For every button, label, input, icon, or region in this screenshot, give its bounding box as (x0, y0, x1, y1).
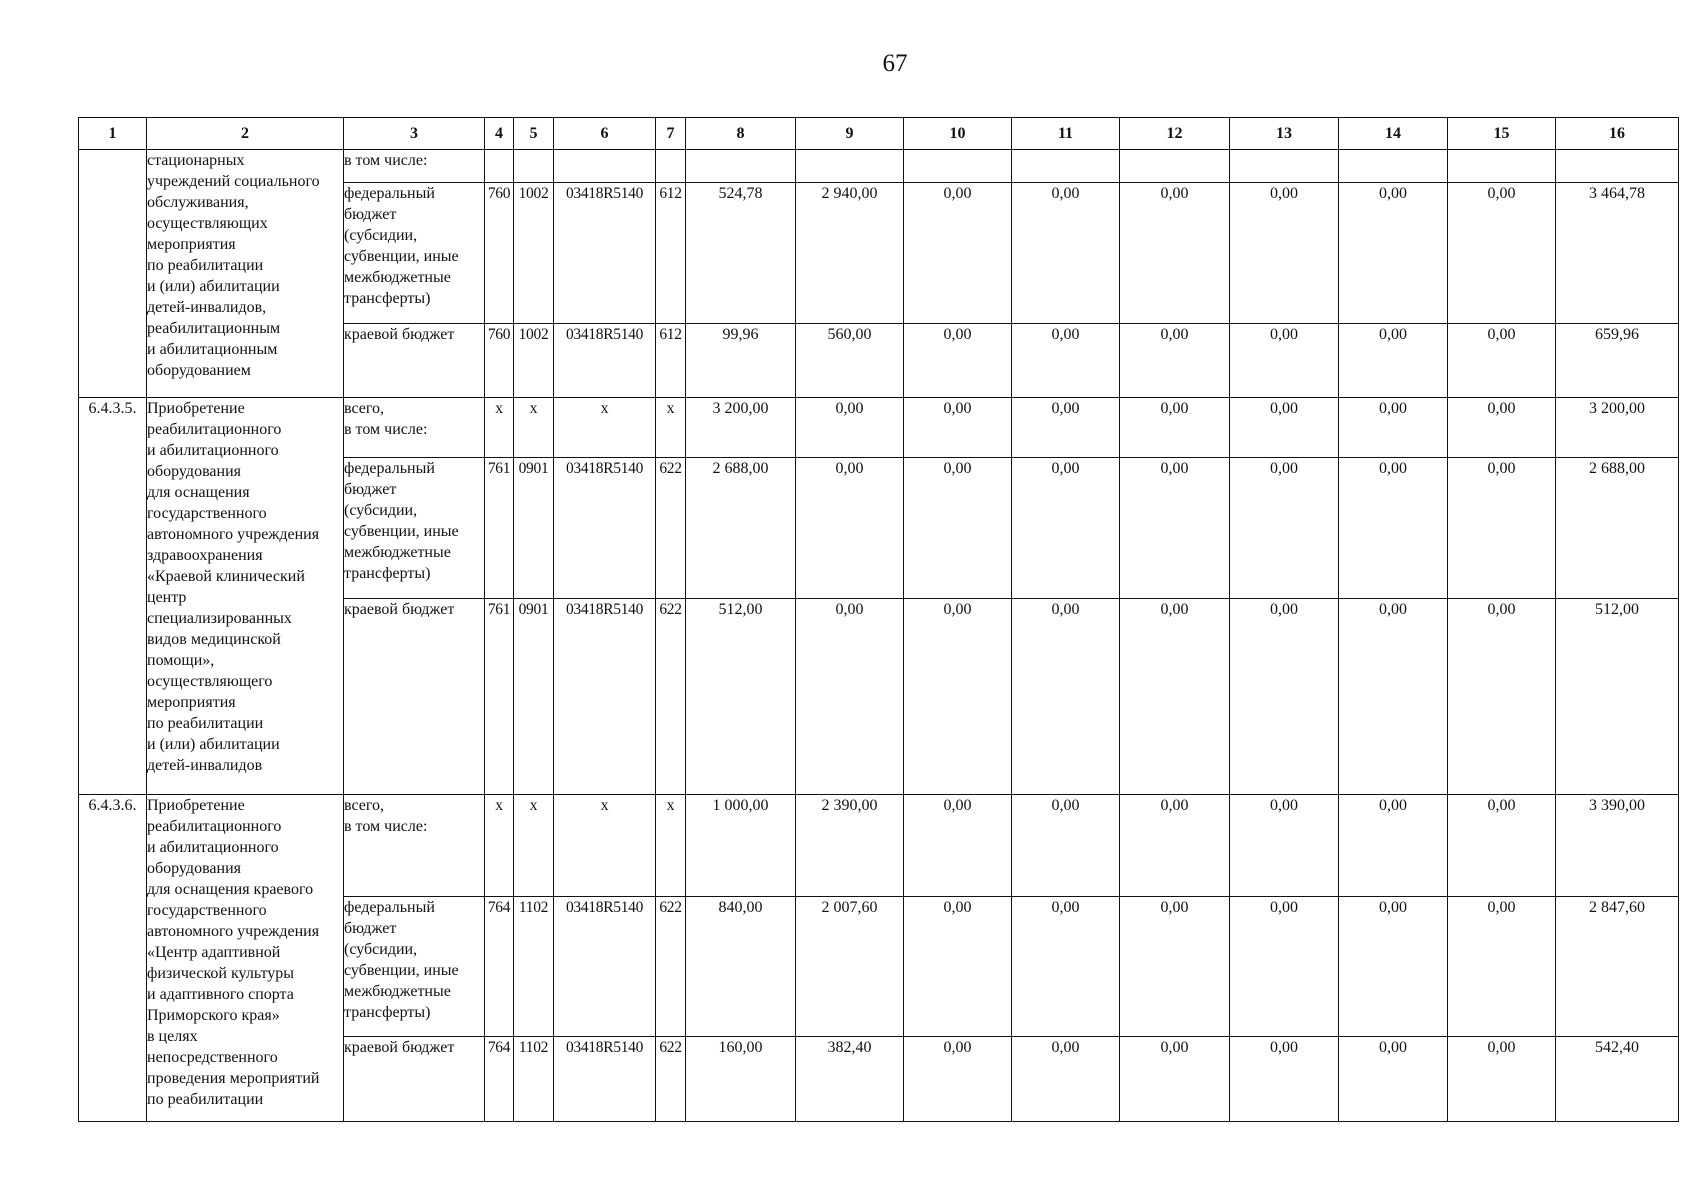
col-header: 6 (554, 118, 656, 150)
cell-value: 0,00 (1339, 324, 1448, 398)
cell-value: 0,00 (1120, 324, 1230, 398)
table-row (79, 398, 1679, 458)
cell-value: 0,00 (1012, 1037, 1120, 1122)
cell-value: 0,00 (1120, 398, 1230, 458)
cell-value: 0,00 (904, 1037, 1012, 1122)
cell-value: 0,00 (904, 599, 1012, 795)
cell-value: 0,00 (1339, 795, 1448, 897)
cell-value: 382,40 (796, 1037, 904, 1122)
col-header: 13 (1230, 118, 1339, 150)
cell-value: x (514, 795, 554, 897)
cell-value: x (485, 398, 514, 458)
col-header: 4 (485, 118, 514, 150)
cell-value: 03418R5140 (554, 897, 656, 1037)
cell-value: 840,00 (686, 897, 796, 1037)
cell-value: 0,00 (1120, 1037, 1230, 1122)
cell-value: 0,00 (1012, 324, 1120, 398)
cell-value: 0,00 (1339, 1037, 1448, 1122)
cell-value: 0,00 (796, 458, 904, 599)
cell-value: 542,40 (1556, 1037, 1679, 1122)
cell-value: 659,96 (1556, 324, 1679, 398)
cell-value: 03418R5140 (554, 183, 656, 324)
cell-value: 0,00 (1012, 398, 1120, 458)
cell-value: 0,00 (1012, 599, 1120, 795)
col-header: 9 (796, 118, 904, 150)
cell-value: 622 (656, 599, 686, 795)
cell-value: 0,00 (1120, 599, 1230, 795)
cell-value: 0,00 (904, 795, 1012, 897)
cell-value: 3 200,00 (686, 398, 796, 458)
cell-value: 760 (485, 183, 514, 324)
cell-value: 0,00 (904, 398, 1012, 458)
table-row (79, 795, 1679, 897)
cell-value: x (656, 398, 686, 458)
cell-value: 0,00 (1012, 795, 1120, 897)
cell-value: 0,00 (1230, 183, 1339, 324)
cell-value: 0,00 (1230, 398, 1339, 458)
cell-value: 0,00 (904, 897, 1012, 1037)
cell-value: 2 688,00 (686, 458, 796, 599)
col-header: 7 (656, 118, 686, 150)
cell-value: x (554, 795, 656, 897)
col-header: 5 (514, 118, 554, 150)
cell-value: 0,00 (904, 324, 1012, 398)
cell-value: 0,00 (1120, 897, 1230, 1037)
funding-source-label: федеральный бюджет (субсидии, субвенции, иные межбюджетные трансферты) (344, 897, 485, 1037)
cell-value: 0,00 (796, 599, 904, 795)
cell-value: 0,00 (1339, 458, 1448, 599)
col-header: 16 (1556, 118, 1679, 150)
cell-value: 0901 (514, 458, 554, 599)
cell-value: 0,00 (1339, 183, 1448, 324)
cell-value: 622 (656, 458, 686, 599)
cell-value: 0,00 (1120, 183, 1230, 324)
cell-value: 760 (485, 324, 514, 398)
col-header: 10 (904, 118, 1012, 150)
cell-value: 524,78 (686, 183, 796, 324)
item-index: 6.4.3.6. (79, 795, 147, 1122)
item-index: 6.4.3.5. (79, 398, 147, 795)
page-number: 67 (882, 50, 908, 77)
item-index (79, 150, 147, 398)
cell-value: 03418R5140 (554, 1037, 656, 1122)
cell-value: 1002 (514, 324, 554, 398)
item-description: Приобретение реабилитационного и абилитационного оборудования для оснащения государственного автономного учреждения здравоохранения «Краевой клинический центр специализированных видов медицинской помощи», осуществляющего мероприятия по реабилитации и (или) абилитации детей-инвалидов (147, 398, 344, 795)
cell-value: 3 464,78 (1556, 183, 1679, 324)
cell-value: 0901 (514, 599, 554, 795)
cell-value: 03418R5140 (554, 458, 656, 599)
cell-value: 761 (485, 458, 514, 599)
cell-value: x (514, 398, 554, 458)
cell-value: 1002 (514, 183, 554, 324)
cell-value: 2 847,60 (1556, 897, 1679, 1037)
col-header: 12 (1120, 118, 1230, 150)
cell-value: 0,00 (1230, 458, 1339, 599)
col-header: 8 (686, 118, 796, 150)
cell-value: 0,00 (1339, 897, 1448, 1037)
cell-value: 160,00 (686, 1037, 796, 1122)
funding-source-label: в том числе: (344, 150, 485, 183)
cell-value: 1102 (514, 1037, 554, 1122)
cell-value: 1102 (514, 897, 554, 1037)
budget-table (78, 117, 1679, 1122)
cell-value: 764 (485, 897, 514, 1037)
cell-value: 0,00 (1448, 1037, 1556, 1122)
cell-value: 0,00 (1448, 795, 1556, 897)
cell-value: 512,00 (686, 599, 796, 795)
funding-source-label: краевой бюджет (344, 324, 485, 398)
cell-value: 0,00 (1230, 795, 1339, 897)
funding-source-label: всего, в том числе: (344, 795, 485, 897)
cell-value: 0,00 (1120, 458, 1230, 599)
cell-value: 0,00 (1230, 1037, 1339, 1122)
col-header: 3 (344, 118, 485, 150)
funding-source-label: краевой бюджет (344, 1037, 485, 1122)
cell-value: 0,00 (1448, 458, 1556, 599)
cell-value: 2 940,00 (796, 183, 904, 324)
cell-value: x (554, 398, 656, 458)
cell-value: x (485, 795, 514, 897)
cell-value: 0,00 (904, 183, 1012, 324)
cell-value: 622 (656, 897, 686, 1037)
cell-value: 0,00 (1448, 183, 1556, 324)
col-header: 1 (79, 118, 147, 150)
col-header: 14 (1339, 118, 1448, 150)
cell-value: 612 (656, 183, 686, 324)
cell-value: 0,00 (796, 398, 904, 458)
cell-value: 764 (485, 1037, 514, 1122)
cell-value: 0,00 (1012, 458, 1120, 599)
cell-value: 0,00 (1339, 599, 1448, 795)
cell-value: 0,00 (1448, 897, 1556, 1037)
cell-value: 512,00 (1556, 599, 1679, 795)
header-row (79, 118, 1679, 150)
cell-value: 0,00 (1120, 795, 1230, 897)
cell-value: 0,00 (1012, 897, 1120, 1037)
cell-value: 761 (485, 599, 514, 795)
cell-value: 3 200,00 (1556, 398, 1679, 458)
cell-value: 0,00 (1012, 183, 1120, 324)
col-header: 15 (1448, 118, 1556, 150)
cell-value: 0,00 (904, 458, 1012, 599)
cell-value: 3 390,00 (1556, 795, 1679, 897)
cell-value: 2 688,00 (1556, 458, 1679, 599)
cell-value: 03418R5140 (554, 599, 656, 795)
funding-source-label: федеральный бюджет (субсидии, субвенции, иные межбюджетные трансферты) (344, 183, 485, 324)
cell-value: 0,00 (1448, 398, 1556, 458)
item-description: Приобретение реабилитационного и абилитационного оборудования для оснащения краевого государственного автономного учреждения «Центр адаптивной физической культуры и адаптивного спорта Приморского края» в целях непосредственного проведения мероприятий по реабилитации (147, 795, 344, 1122)
cell-value: 612 (656, 324, 686, 398)
funding-source-label: федеральный бюджет (субсидии, субвенции, иные межбюджетные трансферты) (344, 458, 485, 599)
cell-value: 99,96 (686, 324, 796, 398)
table-row (79, 150, 1679, 183)
cell-value: 622 (656, 1037, 686, 1122)
funding-source-label: краевой бюджет (344, 599, 485, 795)
cell-value: x (656, 795, 686, 897)
cell-value: 0,00 (1230, 599, 1339, 795)
cell-value: 1 000,00 (686, 795, 796, 897)
item-description: стационарных учреждений социального обслуживания, осуществляющих мероприятия по реабилитации и (или) абилитации детей-инвалидов, реабилитационным и абилитационным оборудованием (147, 150, 344, 398)
cell-value: 0,00 (1230, 897, 1339, 1037)
cell-value: 0,00 (1448, 599, 1556, 795)
col-header: 2 (147, 118, 344, 150)
cell-value: 2 007,60 (796, 897, 904, 1037)
cell-value: 0,00 (1448, 324, 1556, 398)
cell-value: 0,00 (1339, 398, 1448, 458)
funding-source-label: всего, в том числе: (344, 398, 485, 458)
cell-value: 2 390,00 (796, 795, 904, 897)
cell-value: 560,00 (796, 324, 904, 398)
cell-value: 03418R5140 (554, 324, 656, 398)
col-header: 11 (1012, 118, 1120, 150)
cell-value: 0,00 (1230, 324, 1339, 398)
